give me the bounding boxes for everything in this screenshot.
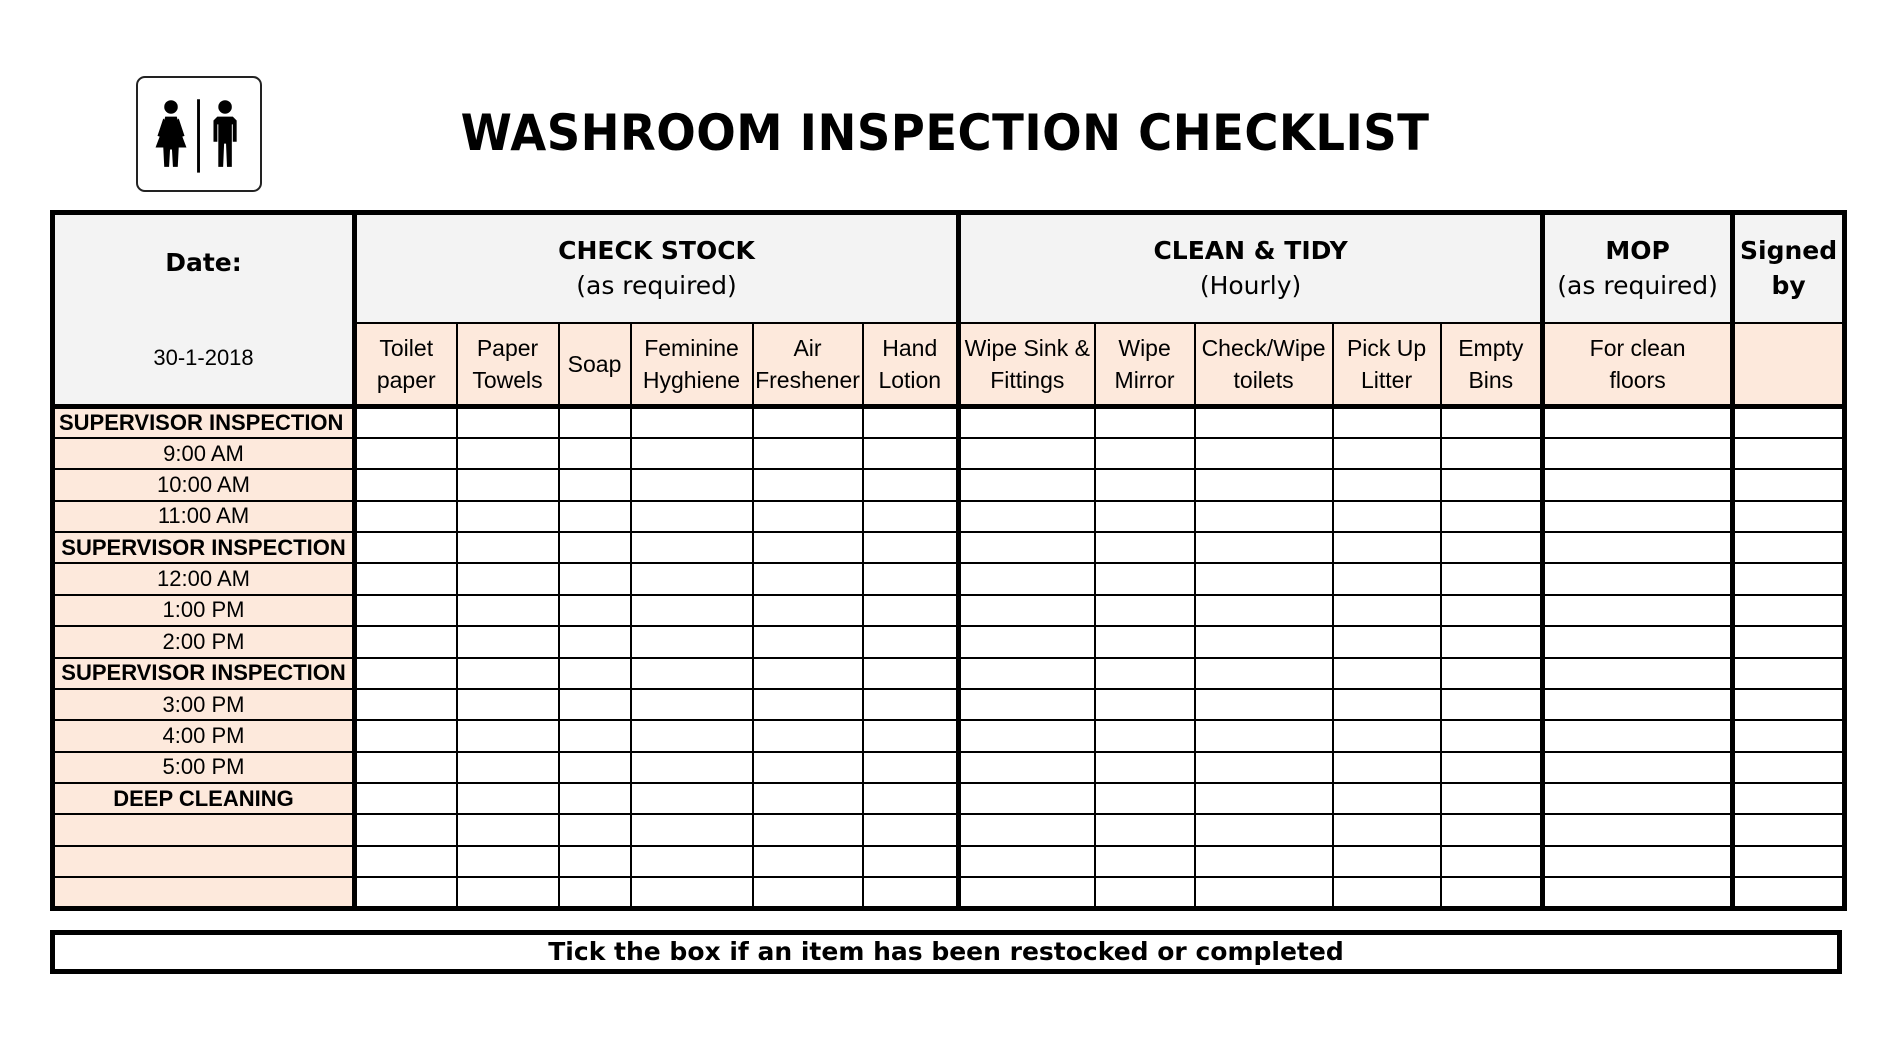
checkbox-cell[interactable] [753, 783, 863, 814]
checkbox-cell[interactable] [1441, 407, 1543, 438]
checkbox-cell[interactable] [753, 469, 863, 500]
checkbox-cell[interactable] [355, 469, 457, 500]
checkbox-cell[interactable] [631, 469, 753, 500]
checklist-table [50, 210, 1847, 911]
table-row [53, 846, 1845, 877]
checkbox-cell[interactable] [631, 783, 753, 814]
table-row [53, 626, 1845, 657]
column-header-line: Litter [1360, 366, 1413, 393]
checkbox-cell[interactable] [1333, 814, 1441, 845]
checkbox-cell[interactable] [631, 720, 753, 751]
column-header-line: Pick Up [1346, 334, 1427, 361]
checkbox-cell[interactable] [355, 783, 457, 814]
checkbox-cell[interactable] [1733, 595, 1845, 626]
checkbox-cell[interactable] [631, 846, 753, 877]
checkbox-cell[interactable] [1095, 689, 1195, 720]
checkbox-cell[interactable] [355, 720, 457, 751]
checkbox-cell[interactable] [1733, 658, 1845, 689]
checkbox-cell[interactable] [753, 407, 863, 438]
checkbox-cell[interactable] [559, 626, 631, 657]
checkbox-cell[interactable] [753, 563, 863, 594]
checkbox-cell[interactable] [355, 877, 457, 908]
checkbox-cell[interactable] [1333, 783, 1441, 814]
checkbox-cell[interactable] [1733, 626, 1845, 657]
checkbox-cell[interactable] [959, 407, 1095, 438]
checkbox-cell[interactable] [753, 658, 863, 689]
row-label [53, 846, 355, 877]
checkbox-cell[interactable] [457, 783, 559, 814]
checkbox-cell[interactable] [457, 689, 559, 720]
checkbox-cell[interactable] [559, 658, 631, 689]
checkbox-cell[interactable] [631, 438, 753, 469]
restroom-logo [136, 76, 262, 192]
checkbox-cell[interactable] [355, 752, 457, 783]
checkbox-cell[interactable] [1441, 626, 1543, 657]
checkbox-cell[interactable] [631, 877, 753, 908]
date-value: 30-1-2018 [153, 345, 254, 370]
checkbox-cell[interactable] [1733, 501, 1845, 532]
checkbox-cell[interactable] [1095, 814, 1195, 845]
column-header-line: Check/Wipe [1201, 334, 1326, 361]
checkbox-cell[interactable] [355, 501, 457, 532]
group-check-stock [355, 213, 959, 323]
checkbox-cell[interactable] [1543, 563, 1733, 594]
restroom-male-female-icon [138, 78, 260, 190]
row-label: 9:00 AM [53, 438, 355, 469]
checkbox-cell[interactable] [1543, 438, 1733, 469]
checkbox-cell[interactable] [1195, 626, 1333, 657]
checkbox-cell[interactable] [1195, 469, 1333, 500]
checkbox-cell[interactable] [1543, 877, 1733, 908]
checkbox-cell[interactable] [753, 752, 863, 783]
checkbox-cell[interactable] [1095, 501, 1195, 532]
column-header-line: Paper [476, 334, 539, 361]
row-label: 12:00 AM [53, 563, 355, 594]
checkbox-cell[interactable] [1095, 469, 1195, 500]
column-header [1543, 323, 1733, 407]
checkbox-cell[interactable] [355, 407, 457, 438]
checkbox-cell[interactable] [457, 438, 559, 469]
column-header [1095, 323, 1195, 407]
checkbox-cell[interactable] [559, 814, 631, 845]
checkbox-cell[interactable] [1195, 595, 1333, 626]
checkbox-cell[interactable] [863, 752, 959, 783]
column-header [457, 323, 559, 407]
table-row [53, 469, 1845, 500]
checkbox-cell[interactable] [1733, 783, 1845, 814]
checkbox-cell[interactable] [959, 814, 1095, 845]
checkbox-cell[interactable] [863, 501, 959, 532]
checkbox-cell[interactable] [753, 626, 863, 657]
table-row [53, 407, 1845, 438]
checkbox-cell[interactable] [457, 595, 559, 626]
column-header-line: Feminine [644, 334, 739, 361]
checkbox-cell[interactable] [959, 595, 1095, 626]
checkbox-cell[interactable] [1441, 532, 1543, 563]
checkbox-cell[interactable] [1441, 501, 1543, 532]
table-row [53, 658, 1845, 689]
checkbox-cell[interactable] [1733, 814, 1845, 845]
checkbox-cell[interactable] [1333, 438, 1441, 469]
checkbox-cell[interactable] [959, 689, 1095, 720]
checkbox-cell[interactable] [1441, 563, 1543, 594]
checkbox-cell[interactable] [1095, 563, 1195, 594]
group-title: CLEAN & TIDY [1153, 236, 1348, 266]
checkbox-cell[interactable] [457, 501, 559, 532]
checkbox-cell[interactable] [1195, 689, 1333, 720]
checkbox-cell[interactable] [1441, 438, 1543, 469]
checkbox-cell[interactable] [959, 563, 1095, 594]
column-header-line: Wipe Sink & [964, 334, 1090, 361]
checkbox-cell[interactable] [863, 438, 959, 469]
checkbox-cell[interactable] [631, 407, 753, 438]
checkbox-cell[interactable] [959, 532, 1095, 563]
column-header-line: Soap [567, 350, 622, 377]
checkbox-cell[interactable] [457, 626, 559, 657]
column-header-line: Lotion [878, 366, 942, 393]
checkbox-cell[interactable] [1733, 752, 1845, 783]
column-header-line: Fittings [990, 366, 1065, 393]
checkbox-cell[interactable] [1095, 626, 1195, 657]
checkbox-cell[interactable] [559, 752, 631, 783]
checkbox-cell[interactable] [1195, 407, 1333, 438]
checkbox-cell[interactable] [355, 626, 457, 657]
checkbox-cell[interactable] [559, 846, 631, 877]
table-row [53, 752, 1845, 783]
checkbox-cell[interactable] [457, 469, 559, 500]
group-subtitle: (as required) [1557, 271, 1718, 301]
checkbox-cell[interactable] [959, 658, 1095, 689]
checkbox-cell[interactable] [355, 563, 457, 594]
checkbox-cell[interactable] [457, 846, 559, 877]
checkbox-cell[interactable] [863, 658, 959, 689]
group-clean-tidy [959, 213, 1543, 323]
column-header [753, 323, 863, 407]
checkbox-cell[interactable] [959, 752, 1095, 783]
checkbox-cell[interactable] [1095, 720, 1195, 751]
row-label [53, 814, 355, 845]
checkbox-cell[interactable] [1333, 532, 1441, 563]
group-title: CHECK STOCK [558, 236, 755, 266]
checkbox-cell[interactable] [631, 532, 753, 563]
group-subtitle: (Hourly) [1199, 271, 1302, 301]
checkbox-cell[interactable] [1195, 658, 1333, 689]
group-title: MOP [1605, 236, 1670, 266]
column-header-line: Bins [1468, 366, 1514, 393]
checkbox-cell[interactable] [1733, 846, 1845, 877]
checkbox-cell[interactable] [1095, 846, 1195, 877]
table-row [53, 438, 1845, 469]
checkbox-cell[interactable] [457, 814, 559, 845]
checkbox-cell[interactable] [559, 563, 631, 594]
checkbox-cell[interactable] [959, 846, 1095, 877]
column-header [1195, 323, 1333, 407]
checkbox-cell[interactable] [1095, 752, 1195, 783]
checkbox-cell[interactable] [457, 532, 559, 563]
checkbox-cell[interactable] [631, 626, 753, 657]
checkbox-cell[interactable] [1543, 814, 1733, 845]
checkbox-cell[interactable] [559, 877, 631, 908]
checkbox-cell[interactable] [1441, 877, 1543, 908]
checkbox-cell[interactable] [457, 658, 559, 689]
date-cell [53, 213, 355, 407]
checkbox-cell[interactable] [1543, 658, 1733, 689]
page-title: WASHROOM INSPECTION CHECKLIST [460, 104, 1430, 162]
table-row [53, 720, 1845, 751]
checkbox-cell[interactable] [1095, 877, 1195, 908]
checkbox-cell[interactable] [1195, 814, 1333, 845]
checkbox-cell[interactable] [1543, 407, 1733, 438]
checkbox-cell[interactable] [355, 532, 457, 563]
group-mop [1543, 213, 1733, 323]
checkbox-cell[interactable] [559, 783, 631, 814]
column-header-line: floors [1609, 366, 1666, 393]
checkbox-cell[interactable] [631, 595, 753, 626]
checkbox-cell[interactable] [631, 658, 753, 689]
checkbox-cell[interactable] [631, 689, 753, 720]
column-header [959, 323, 1095, 407]
checkbox-cell[interactable] [1333, 563, 1441, 594]
table-row [53, 814, 1845, 845]
checkbox-cell[interactable] [631, 814, 753, 845]
checkbox-cell[interactable] [559, 501, 631, 532]
checkbox-cell[interactable] [863, 532, 959, 563]
checkbox-cell[interactable] [457, 720, 559, 751]
checkbox-cell[interactable] [753, 814, 863, 845]
checkbox-cell[interactable] [1733, 438, 1845, 469]
group-title: Signed [1740, 236, 1838, 266]
table-row [53, 563, 1845, 594]
checkbox-cell[interactable] [1543, 532, 1733, 563]
checkbox-cell[interactable] [1333, 752, 1441, 783]
table-row [53, 783, 1845, 814]
checkbox-cell[interactable] [559, 469, 631, 500]
checkbox-cell[interactable] [959, 469, 1095, 500]
row-label: SUPERVISOR INSPECTION [53, 532, 355, 563]
checkbox-cell[interactable] [753, 720, 863, 751]
row-label: 10:00 AM [53, 469, 355, 500]
checkbox-cell[interactable] [1333, 626, 1441, 657]
column-header [1441, 323, 1543, 407]
checkbox-cell[interactable] [559, 689, 631, 720]
checkbox-cell[interactable] [1333, 501, 1441, 532]
checkbox-cell[interactable] [1733, 469, 1845, 500]
checkbox-cell[interactable] [355, 438, 457, 469]
checkbox-cell[interactable] [559, 595, 631, 626]
checkbox-cell[interactable] [631, 752, 753, 783]
checkbox-cell[interactable] [355, 689, 457, 720]
column-header-line: Mirror [1114, 366, 1175, 393]
checkbox-cell[interactable] [457, 877, 559, 908]
checkbox-cell[interactable] [1441, 846, 1543, 877]
checkbox-cell[interactable] [1333, 720, 1441, 751]
checkbox-cell[interactable] [959, 720, 1095, 751]
checkbox-cell[interactable] [1195, 783, 1333, 814]
checkbox-cell[interactable] [1543, 469, 1733, 500]
column-header-line: paper [376, 366, 436, 393]
row-label: 11:00 AM [53, 501, 355, 532]
table-row [53, 532, 1845, 563]
row-label: 3:00 PM [53, 689, 355, 720]
checkbox-cell[interactable] [863, 814, 959, 845]
row-label: 2:00 PM [53, 626, 355, 657]
checkbox-cell[interactable] [457, 407, 559, 438]
checkbox-cell[interactable] [863, 595, 959, 626]
checkbox-cell[interactable] [959, 626, 1095, 657]
checkbox-cell[interactable] [559, 407, 631, 438]
checkbox-cell[interactable] [1095, 658, 1195, 689]
checkbox-cell[interactable] [1733, 532, 1845, 563]
footer-note: Tick the box if an item has been restocked or completed [50, 930, 1842, 974]
checkbox-cell[interactable] [1195, 877, 1333, 908]
checkbox-cell[interactable] [559, 532, 631, 563]
checkbox-cell[interactable] [959, 783, 1095, 814]
column-header [863, 323, 959, 407]
table-row [53, 501, 1845, 532]
checkbox-cell[interactable] [457, 752, 559, 783]
checkbox-cell[interactable] [1333, 658, 1441, 689]
checkbox-cell[interactable] [355, 846, 457, 877]
checkbox-cell[interactable] [753, 846, 863, 877]
checkbox-cell[interactable] [1543, 752, 1733, 783]
checkbox-cell[interactable] [959, 877, 1095, 908]
checkbox-cell[interactable] [1333, 407, 1441, 438]
checkbox-cell[interactable] [1441, 469, 1543, 500]
checkbox-cell[interactable] [753, 501, 863, 532]
checkbox-cell[interactable] [631, 501, 753, 532]
column-header-line: Freshener [755, 366, 860, 393]
table-row [53, 689, 1845, 720]
checkbox-cell[interactable] [959, 438, 1095, 469]
checkbox-cell[interactable] [863, 689, 959, 720]
checkbox-cell[interactable] [1543, 626, 1733, 657]
row-label: 1:00 PM [53, 595, 355, 626]
checkbox-cell[interactable] [1195, 501, 1333, 532]
checkbox-cell[interactable] [1095, 438, 1195, 469]
checkbox-cell[interactable] [1333, 877, 1441, 908]
checkbox-cell[interactable] [1333, 469, 1441, 500]
row-label: SUPERVISOR INSPECTION [53, 407, 355, 438]
checkbox-cell[interactable] [1195, 563, 1333, 594]
row-label: 4:00 PM [53, 720, 355, 751]
checkbox-cell[interactable] [1733, 407, 1845, 438]
checkbox-cell[interactable] [863, 563, 959, 594]
column-header-line: Air [793, 334, 822, 361]
column-header-line: For clean [1589, 334, 1686, 361]
checkbox-cell[interactable] [1441, 752, 1543, 783]
column-header-line: Empty [1458, 334, 1524, 361]
checkbox-cell[interactable] [1095, 532, 1195, 563]
checkbox-cell[interactable] [1195, 438, 1333, 469]
checkbox-cell[interactable] [1441, 595, 1543, 626]
checkbox-cell[interactable] [1333, 689, 1441, 720]
checkbox-cell[interactable] [1733, 689, 1845, 720]
checkbox-cell[interactable] [1095, 595, 1195, 626]
checkbox-cell[interactable] [753, 438, 863, 469]
column-header [631, 323, 753, 407]
checkbox-cell[interactable] [1441, 689, 1543, 720]
group-subtitle: by [1771, 271, 1806, 301]
checkbox-cell[interactable] [559, 720, 631, 751]
checkbox-cell[interactable] [1195, 720, 1333, 751]
column-header-line: Hyghiene [642, 366, 741, 393]
checkbox-cell[interactable] [1543, 689, 1733, 720]
checkbox-cell[interactable] [1441, 814, 1543, 845]
checkbox-cell[interactable] [1441, 658, 1543, 689]
checkbox-cell[interactable] [753, 877, 863, 908]
checkbox-cell[interactable] [863, 720, 959, 751]
checkbox-cell[interactable] [753, 595, 863, 626]
checkbox-cell[interactable] [1441, 783, 1543, 814]
table-row [53, 595, 1845, 626]
table-row [53, 877, 1845, 908]
row-label [53, 877, 355, 908]
checkbox-cell[interactable] [863, 469, 959, 500]
checkbox-cell[interactable] [1543, 846, 1733, 877]
checkbox-cell[interactable] [959, 501, 1095, 532]
date-label: Date: [165, 248, 242, 277]
checkbox-cell[interactable] [1543, 720, 1733, 751]
checkbox-cell[interactable] [1095, 407, 1195, 438]
column-header-line: toilets [1233, 366, 1294, 393]
column-header-line: Toilet [379, 334, 434, 361]
checkbox-cell[interactable] [355, 814, 457, 845]
checkbox-cell[interactable] [1195, 532, 1333, 563]
group-signed-by [1733, 213, 1845, 323]
checkbox-cell[interactable] [863, 783, 959, 814]
column-header [355, 323, 457, 407]
column-header [1333, 323, 1441, 407]
checkbox-cell[interactable] [1195, 752, 1333, 783]
column-header-line: Hand [882, 334, 938, 361]
column-header-line: Towels [472, 366, 543, 393]
checkbox-cell[interactable] [1333, 595, 1441, 626]
checkbox-cell[interactable] [863, 877, 959, 908]
column-header-line: Wipe [1118, 334, 1171, 361]
checkbox-cell[interactable] [1543, 501, 1733, 532]
checkbox-cell[interactable] [753, 689, 863, 720]
group-subtitle: (as required) [576, 271, 737, 301]
checkbox-cell[interactable] [1195, 846, 1333, 877]
checkbox-cell[interactable] [863, 846, 959, 877]
row-label: DEEP CLEANING [53, 783, 355, 814]
column-header [559, 323, 631, 407]
checkbox-cell[interactable] [559, 438, 631, 469]
checkbox-cell[interactable] [1441, 720, 1543, 751]
checkbox-cell[interactable] [631, 563, 753, 594]
checkbox-cell[interactable] [863, 626, 959, 657]
checkbox-cell[interactable] [457, 563, 559, 594]
checkbox-cell[interactable] [753, 532, 863, 563]
checkbox-cell[interactable] [1733, 877, 1845, 908]
column-header [1733, 323, 1845, 407]
checkbox-cell[interactable] [1333, 846, 1441, 877]
row-label: 5:00 PM [53, 752, 355, 783]
checkbox-cell[interactable] [1543, 783, 1733, 814]
checkbox-cell[interactable] [1733, 563, 1845, 594]
checkbox-cell[interactable] [1095, 783, 1195, 814]
checkbox-cell[interactable] [355, 595, 457, 626]
checkbox-cell[interactable] [1733, 720, 1845, 751]
checkbox-cell[interactable] [863, 407, 959, 438]
row-label: SUPERVISOR INSPECTION [53, 658, 355, 689]
checkbox-cell[interactable] [1543, 595, 1733, 626]
checkbox-cell[interactable] [355, 658, 457, 689]
